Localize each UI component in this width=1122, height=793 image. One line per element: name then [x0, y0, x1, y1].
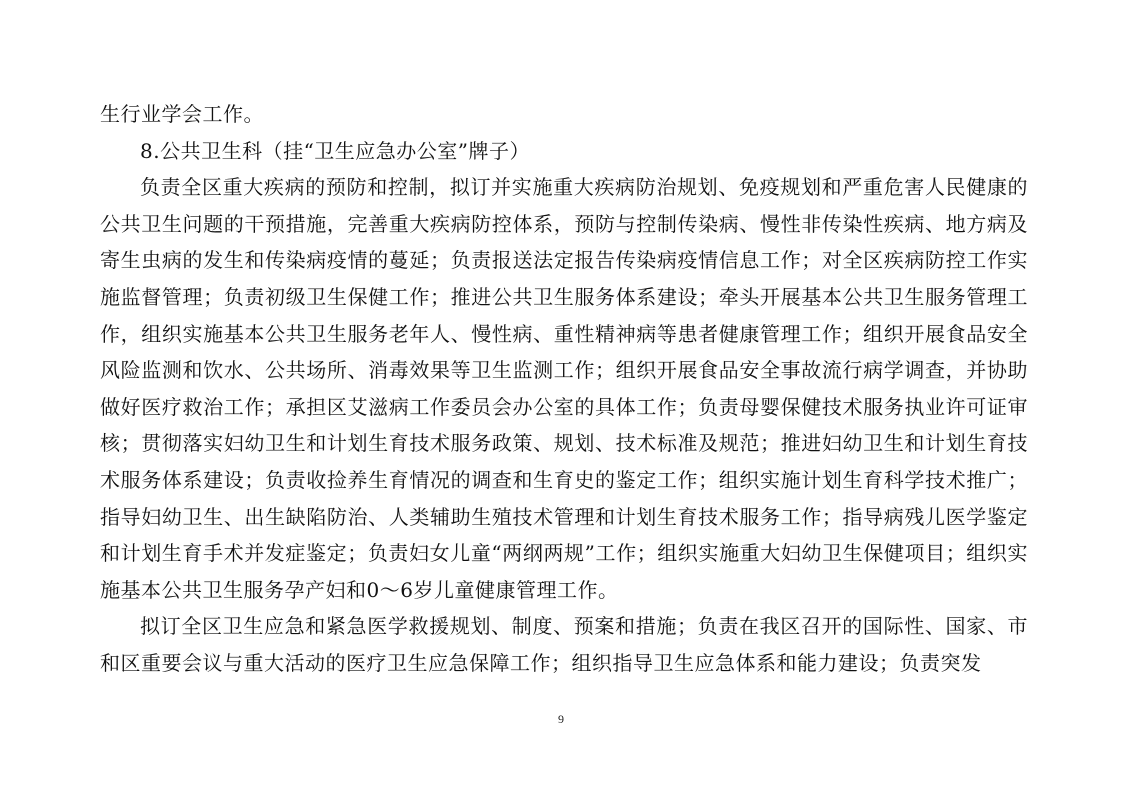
- paragraph-public-health-duties: 负责全区重大疾病的预防和控制，拟订并实施重大疾病防治规划、免疫规划和严重危害人民健康的公共卫生问题的干预措施，完善重大疾病防控体系，预防与控制传染病、慢性非传染性疾病、地方病及寄生虫病的发生和传染病疫情的蔓延；负责报送法定报告传染病疫情信息工作；对全区疾病防控工作实施监督管理；负责初级卫生保健工作；推进公共卫生服务体系建设；牵头开展基本公共卫生服务管理工作，组织实施基本公共卫生服务老年人、慢性病、重性精神病等患者健康管理工作；组织开展食品安全风险监测和饮水、公共场所、消毒效果等卫生监测工作；组织开展食品安全事故流行病学调查，并协助做好医疗救治工作；承担区艾滋病工作委员会办公室的具体工作；负责母婴保健技术服务执业许可证审核；贯彻落实妇幼卫生和计划生育技术服务政策、规划、技术标准及规范；推进妇幼卫生和计划生育技术服务体系建设；负责收捡养生育情况的调查和生育史的鉴定工作；组织实施计划生育科学技术推广；指导妇幼卫生、出生缺陷防治、人类辅助生殖技术管理和计划生育技术服务工作；指导病残儿医学鉴定和计划生育手术并发症鉴定；负责妇女儿童“两纲两规”工作；组织实施重大妇幼卫生保健项目；组织实施基本公共卫生服务孕产妇和0～6岁儿童健康管理工作。: [100, 175, 1028, 602]
- page-number: 9: [558, 712, 564, 726]
- paragraph-emergency-duties: 拟订全区卫生应急和紧急医学救援规划、制度、预案和措施；负责在我区召开的国际性、国家、市和区重要会议与重大活动的医疗卫生应急保障工作；组织指导卫生应急体系和能力建设；负责突发: [100, 614, 1028, 675]
- section-heading: 8.公共卫生科（挂“卫生应急办公室”牌子）: [140, 138, 531, 163]
- document-body: [100, 96, 1028, 682]
- paragraph-continuation: 生行业学会工作。: [100, 102, 264, 126]
